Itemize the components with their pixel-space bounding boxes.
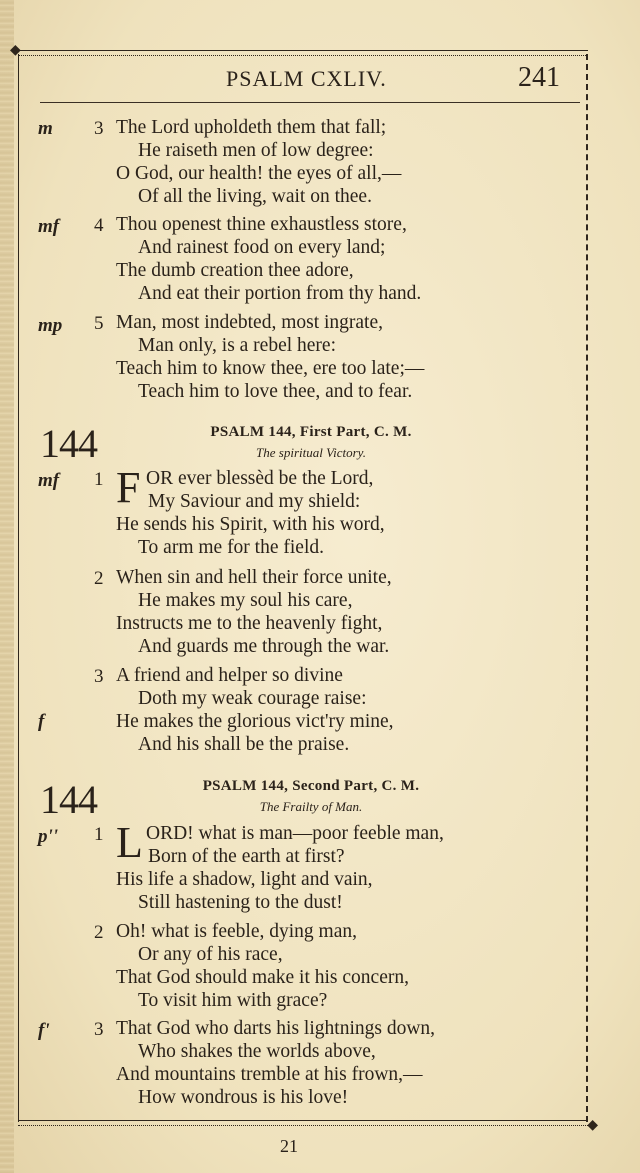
verse-line: And eat their portion from thy hand. [138, 283, 422, 304]
verse-line: OR ever blessèd be the Lord, [146, 468, 374, 489]
verse-line: Man, most indebted, most ingrate, [116, 312, 384, 333]
verse-line: Oh! what is feeble, dying man, [116, 921, 357, 942]
diamond-ornament-icon: ◆ [10, 43, 21, 58]
diamond-ornament-icon: ◆ [587, 1118, 598, 1133]
verse-line: That God should make it his concern, [116, 967, 409, 988]
binding-edge [0, 0, 14, 1173]
verse-line: To visit him with grace? [138, 990, 328, 1011]
verse-number: 3 [94, 118, 104, 139]
verse-line: ORD! what is man—poor feeble man, [146, 823, 444, 844]
verse-line: Born of the earth at first? [148, 846, 345, 867]
verse-line: To arm me for the field. [138, 537, 324, 558]
verse-line: Who shakes the worlds above, [138, 1041, 376, 1062]
border-left [18, 54, 19, 1122]
verse-line: Teach him to know thee, ere too late;— [116, 358, 425, 379]
hymn-title: PSALM 144, Second Part, C. M. [202, 778, 420, 794]
verse-line: O God, our health! the eyes of all,— [116, 163, 402, 184]
verse-number: 4 [94, 215, 104, 236]
border-top [18, 50, 588, 56]
verse-line: Or any of his race, [138, 944, 283, 965]
verse-number: 5 [94, 313, 104, 334]
hymn-number: 144 [40, 777, 97, 822]
verse-line: How wondrous is his love! [138, 1087, 349, 1108]
hymn-number: 144 [40, 421, 97, 466]
verse-line: Man only, is a rebel here: [138, 335, 336, 356]
drop-cap: F [116, 463, 141, 512]
verse-line: A friend and helper so divine [116, 665, 343, 686]
verse-number: 1 [94, 469, 104, 490]
page-number: 241 [518, 62, 560, 93]
hymn-subtitle: The spiritual Victory. [256, 445, 366, 460]
dynamic-mark: m [38, 118, 53, 139]
verse-line: My Saviour and my shield: [148, 491, 361, 512]
verse-line: And rainest food on every land; [138, 237, 386, 258]
verse-line: Instructs me to the heavenly fight, [116, 613, 383, 634]
verse-number: 2 [94, 568, 104, 589]
hymn-subtitle: The Frailty of Man. [259, 799, 363, 814]
verse-line: Thou openest thine exhaustless store, [116, 214, 407, 235]
dynamic-mark: mf [38, 470, 60, 491]
verse-number: 3 [94, 1019, 104, 1040]
verse-line: He makes the glorious vict'ry mine, [116, 711, 394, 732]
verse-line: The dumb creation thee adore, [116, 260, 354, 281]
verse-line: And guards me through the war. [138, 636, 390, 657]
verse-line: When sin and hell their force unite, [116, 567, 392, 588]
verse-line: Teach him to love thee, and to fear. [138, 381, 413, 402]
verse-line: And mountains tremble at his frown,— [116, 1064, 423, 1085]
verse-number: 3 [94, 666, 104, 687]
verse-line: Still hastening to the dust! [138, 892, 343, 913]
border-bottom [18, 1120, 588, 1126]
verse-number: 2 [94, 922, 104, 943]
verse-line: And his shall be the praise. [138, 734, 350, 755]
verse-line: His life a shadow, light and vain, [116, 869, 373, 890]
drop-cap: L [116, 818, 143, 867]
verse-line: Doth my weak courage raise: [138, 688, 367, 709]
verse-line: He sends his Spirit, with his word, [116, 514, 385, 535]
dynamic-mark: f' [38, 1020, 50, 1041]
running-header: PSALM CXLIV. [226, 66, 387, 91]
verse-line: He makes my soul his care, [138, 590, 353, 611]
dynamic-mark: p'' [38, 826, 59, 847]
header-divider [40, 102, 580, 103]
verse-number: 1 [94, 824, 104, 845]
dynamic-mark: mf [38, 216, 60, 237]
signature-mark: 21 [280, 1136, 298, 1156]
verse-line: He raiseth men of low degree: [138, 140, 374, 161]
verse-line: That God who darts his lightnings down, [116, 1018, 436, 1039]
dynamic-mark: f [38, 711, 45, 732]
hymn-title: PSALM 144, First Part, C. M. [210, 424, 412, 440]
dynamic-mark: mp [38, 315, 63, 336]
verse-line: The Lord upholdeth them that fall; [116, 117, 387, 138]
border-right [586, 54, 588, 1122]
verse-line: Of all the living, wait on thee. [138, 186, 372, 207]
